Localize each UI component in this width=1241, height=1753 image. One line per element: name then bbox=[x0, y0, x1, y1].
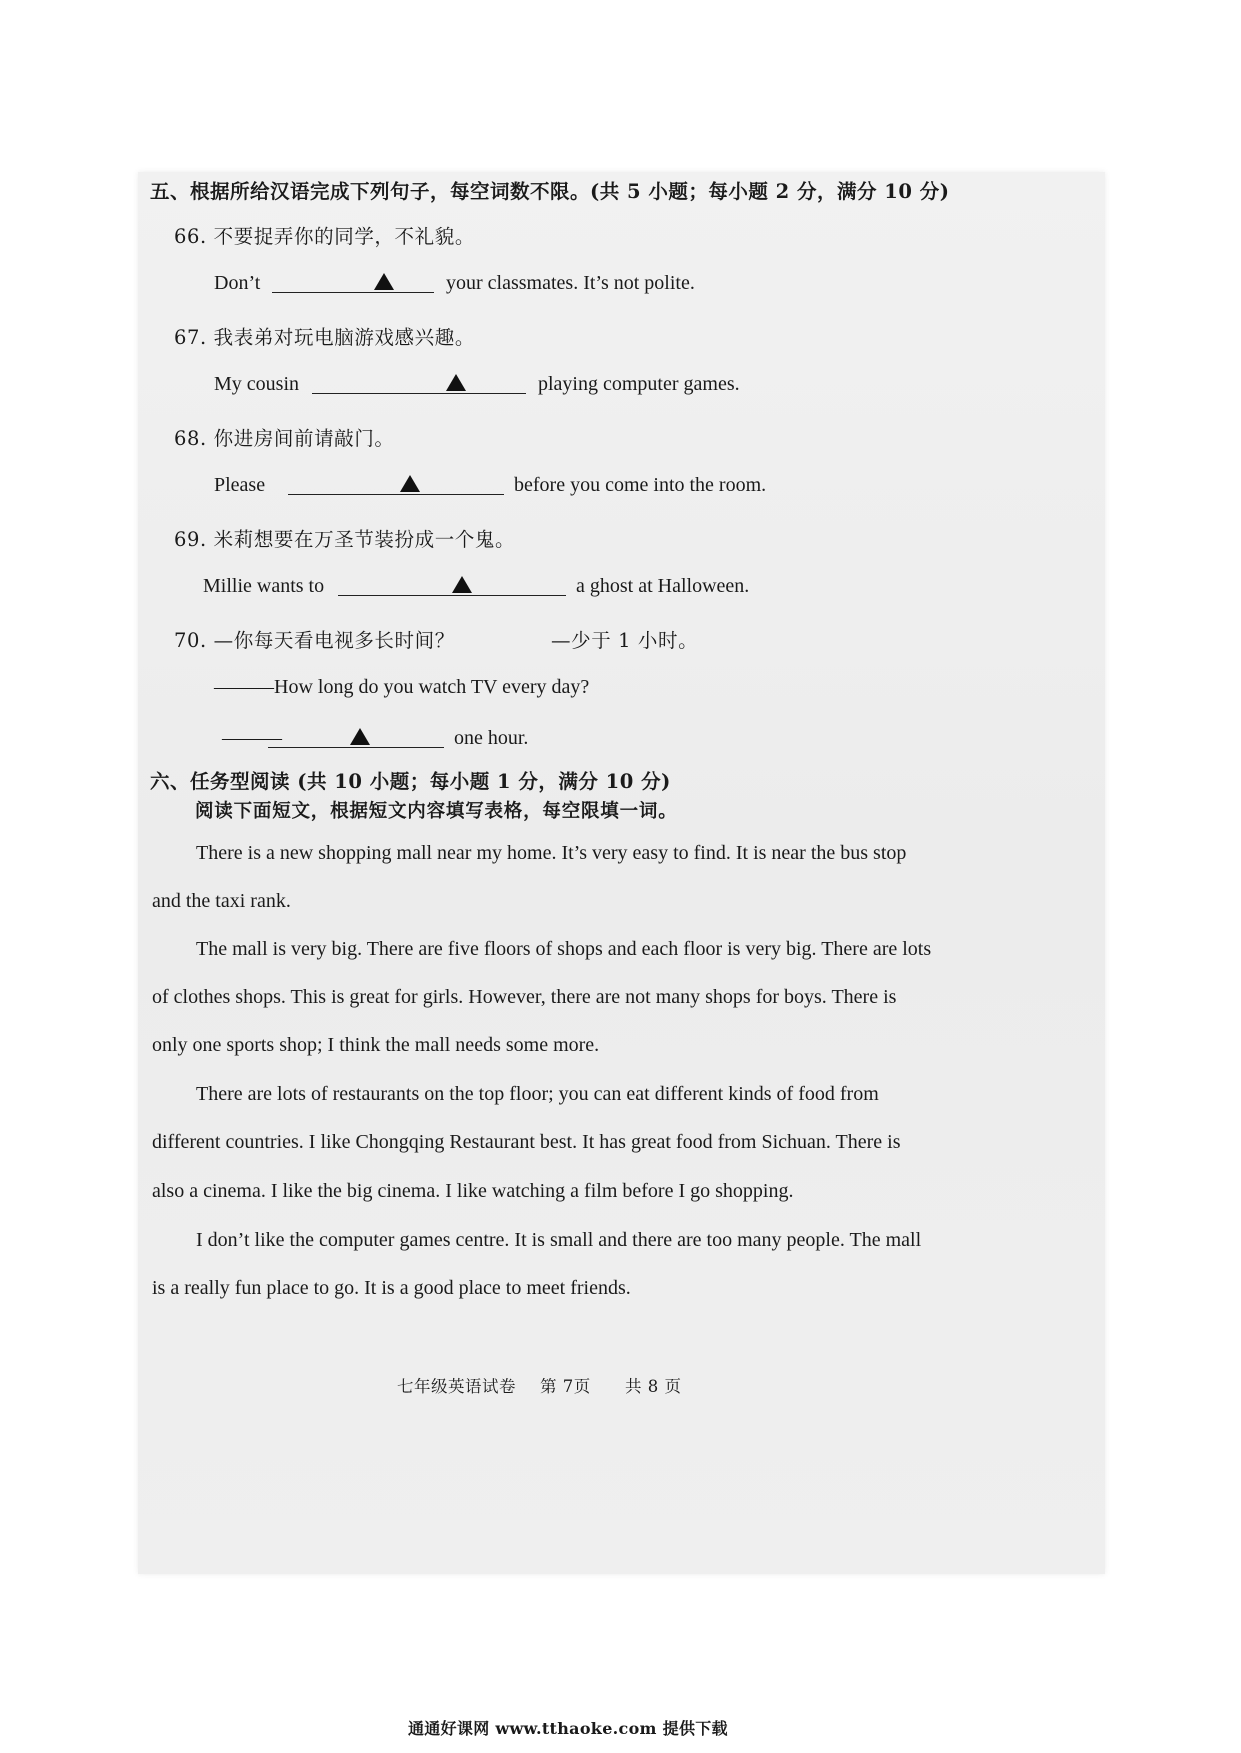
passage-line: different countries. I like Chongqing Restaurant best. It has great food from Sichuan. There is bbox=[152, 1131, 901, 1153]
q70-dash: ——— bbox=[222, 727, 282, 749]
footer-exam-title: 七年级英语试卷 bbox=[397, 1377, 516, 1396]
q68-after: before you come into the room. bbox=[514, 474, 767, 496]
q69-blank[interactable] bbox=[338, 595, 566, 596]
q70-blank[interactable] bbox=[268, 747, 444, 748]
passage-line: is a really fun place to go. It is a good place to meet friends. bbox=[152, 1277, 631, 1299]
q68-blank[interactable] bbox=[288, 494, 504, 495]
q70-answer-zh: —少于 1 小时。 bbox=[551, 629, 699, 652]
footer-page: 第 7页 bbox=[540, 1377, 591, 1396]
q68-prompt: 68. 你进房间前请敲门。 bbox=[174, 427, 395, 450]
footer-total: 共 8 页 bbox=[625, 1377, 682, 1396]
passage-line: There is a new shopping mall near my home. It’s very easy to find. It is near the bus stop bbox=[196, 842, 907, 864]
download-watermark: 通通好课网 www.tthaoke.com 提供下载 bbox=[408, 1719, 728, 1738]
q67-after: playing computer games. bbox=[538, 373, 740, 395]
q67-before: My cousin bbox=[214, 373, 299, 395]
section-6-instruction: 阅读下面短文，根据短文内容填写表格，每空限填一词。 bbox=[195, 801, 678, 822]
q67-prompt: 67. 我表弟对玩电脑游戏感兴趣。 bbox=[174, 326, 475, 349]
q66-prompt: 66. 不要捉弄你的同学，不礼貌。 bbox=[174, 225, 475, 248]
q66-triangle-icon bbox=[374, 273, 394, 290]
q67-blank[interactable] bbox=[312, 393, 526, 394]
passage-line: also a cinema. I like the big cinema. I like watching a film before I go shopping. bbox=[152, 1180, 794, 1202]
passage-line: of clothes shops. This is great for girls. However, there are not many shops for boys. There is bbox=[152, 986, 897, 1008]
passage-line: There are lots of restaurants on the top floor; you can eat different kinds of food from bbox=[196, 1083, 879, 1105]
q70-triangle-icon bbox=[350, 728, 370, 745]
passage-line: only one sports shop; I think the mall needs some more. bbox=[152, 1034, 600, 1056]
q69-prompt: 69. 米莉想要在万圣节装扮成一个鬼。 bbox=[174, 528, 516, 551]
section-5-heading: 五、根据所给汉语完成下列句子，每空词数不限。(共 5 小题；每小题 2 分，满分 10 分) bbox=[150, 180, 950, 203]
q68-triangle-icon bbox=[400, 475, 420, 492]
passage-line: I don’t like the computer games centre. It is small and there are too many people. The mall bbox=[196, 1229, 922, 1251]
q70-question-en: ———How long do you watch TV every day? bbox=[214, 676, 590, 698]
passage-line: The mall is very big. There are five floors of shops and each floor is very big. There are lots bbox=[196, 938, 932, 960]
q69-after: a ghost at Halloween. bbox=[576, 575, 750, 597]
q66-before: Don’t bbox=[214, 272, 261, 294]
q70-prompt: 70. —你每天看电视多长时间？ bbox=[174, 629, 455, 652]
q69-before: Millie wants to bbox=[203, 575, 325, 597]
q66-after: your classmates. It’s not polite. bbox=[446, 272, 695, 294]
q66-blank[interactable] bbox=[272, 292, 434, 293]
q70-after: one hour. bbox=[454, 727, 529, 749]
section-6-heading: 六、任务型阅读 (共 10 小题；每小题 1 分，满分 10 分) bbox=[150, 770, 671, 793]
q67-triangle-icon bbox=[446, 374, 466, 391]
q69-triangle-icon bbox=[452, 576, 472, 593]
q68-before: Please bbox=[214, 474, 266, 496]
passage-line: and the taxi rank. bbox=[152, 890, 291, 912]
